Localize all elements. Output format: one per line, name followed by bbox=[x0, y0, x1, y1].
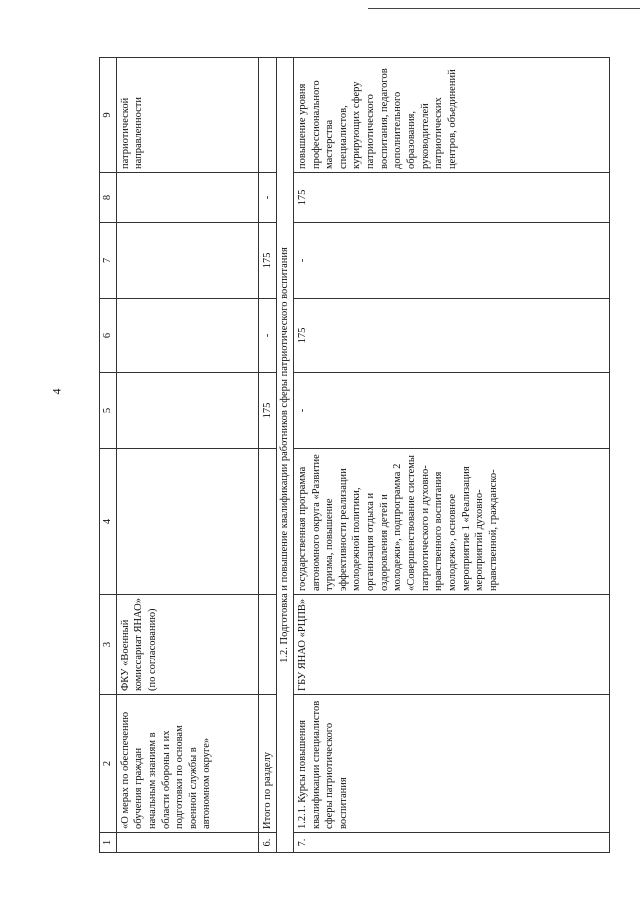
rotated-table-wrapper bbox=[99, 58, 610, 853]
cell-continued-executor: ФКУ «Военный комиссариат ЯНАО» (по согласованию) bbox=[116, 595, 258, 695]
cell-total-c6: - bbox=[258, 299, 277, 373]
col-header-2: 2 bbox=[100, 695, 117, 833]
cell-continued-program bbox=[116, 449, 258, 595]
cell-total-result bbox=[258, 58, 277, 173]
page-number: 4 bbox=[49, 388, 64, 395]
cell-total-number: 6. bbox=[258, 833, 277, 853]
cell-continued-number bbox=[116, 833, 258, 853]
cell-continued-c7 bbox=[116, 223, 258, 299]
cell-row7-c6: 175 bbox=[293, 299, 609, 373]
col-header-7: 7 bbox=[100, 223, 117, 299]
col-header-9: 9 bbox=[100, 58, 117, 173]
cell-continued-c5 bbox=[116, 373, 258, 449]
cell-row7-c5: - bbox=[293, 373, 609, 449]
cell-continued-c6 bbox=[116, 299, 258, 373]
col-header-4: 4 bbox=[100, 449, 117, 595]
cell-row7-number: 7. bbox=[293, 833, 609, 853]
table-row-continued bbox=[116, 58, 258, 853]
col-header-5: 5 bbox=[100, 373, 117, 449]
cell-row7-c7: - bbox=[293, 223, 609, 299]
cell-total-c8: - bbox=[258, 173, 277, 223]
cell-row7-executor: ГБУ ЯНАО «РЦПВ» bbox=[293, 595, 609, 695]
cell-total-executor bbox=[258, 595, 277, 695]
col-header-6: 6 bbox=[100, 299, 117, 373]
plan-table bbox=[99, 57, 610, 853]
cell-row7-name: 1.2.1. Курсы повышения квалификации специалистов сферы патриотического воспитания bbox=[293, 695, 609, 833]
table-row-total bbox=[258, 58, 277, 853]
cell-total-label: Итого по разделу bbox=[258, 695, 277, 833]
cell-continued-result: патриотической направленности bbox=[116, 58, 258, 173]
cell-total-c7: 175 bbox=[258, 223, 277, 299]
cell-total-program bbox=[258, 449, 277, 595]
section-title: 1.2. Подготовка и повышение квалификации работников сферы патриотического воспитания bbox=[277, 58, 294, 853]
table-row-7 bbox=[293, 58, 609, 853]
cell-continued-name: «О мерах по обеспечению обучения граждан начальным знаниям в области обороны и их подготовки по основам военной службы в автономном округе» bbox=[116, 695, 258, 833]
cell-row7-program: государственная программа автономного округа «Развитие туризма, повышение эффективности реализации молодежной политики, организация отдыха и оздоровления детей и молодежи», подпрограмма 2 «Совершенствование системы патриотического и духовно-нравственного воспитания молодежи», основное мероприятие 1 «Реализация мероприятий духовно-нравственной, гражданско- bbox=[293, 449, 609, 595]
section-row bbox=[277, 58, 294, 853]
cell-total-c5: 175 bbox=[258, 373, 277, 449]
top-rule bbox=[368, 8, 640, 9]
col-header-3: 3 bbox=[100, 595, 117, 695]
col-header-8: 8 bbox=[100, 173, 117, 223]
header-row bbox=[100, 58, 117, 853]
col-header-1: 1 bbox=[100, 833, 117, 853]
cell-continued-c8 bbox=[116, 173, 258, 223]
cell-row7-result: повышение уровня профессионального мастерства специалистов, курирующих сферу патриотического воспитания, педагогов дополнительного образования, руководителей патриотических центров, объединений bbox=[293, 58, 609, 173]
cell-row7-c8: 175 bbox=[293, 173, 609, 223]
